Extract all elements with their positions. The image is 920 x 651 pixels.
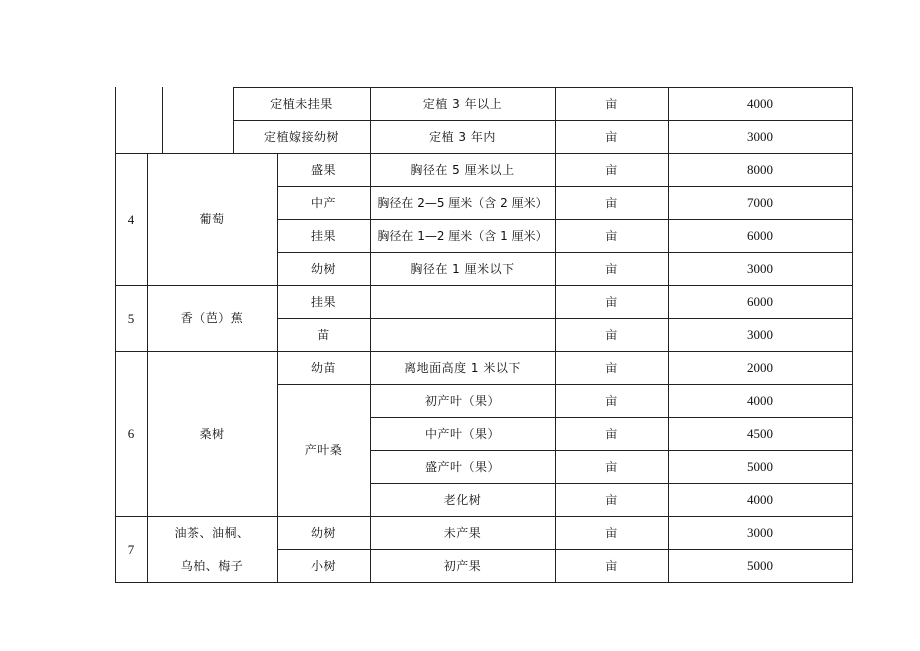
unit-cell: 亩: [605, 327, 618, 342]
condition-cell: [370, 318, 555, 351]
crop-cell: 葡萄: [199, 212, 225, 226]
unit-cell: 亩: [605, 426, 618, 441]
amount-cell: 4000: [747, 393, 773, 408]
stage-cell: 定植嫁接幼树: [263, 129, 339, 144]
condition-cell: 定植 3 年内: [429, 129, 496, 144]
unit-cell: 亩: [605, 228, 618, 243]
unit-cell: 亩: [605, 459, 618, 474]
condition-cell: 离地面高度 1 米以下: [404, 360, 521, 375]
crop-cell-line1: 油茶、油桐、: [174, 525, 250, 540]
condition-cell: 老化树: [443, 492, 482, 507]
stage-cell: 盛果: [310, 162, 336, 177]
stage-cell: 挂果: [310, 228, 336, 243]
stage-cell: 产叶桑: [304, 443, 343, 457]
condition-cell: 胸径在 1—2 厘米（含 1 厘米）: [377, 228, 548, 243]
amount-cell: 2000: [747, 360, 773, 375]
condition-cell: [370, 285, 555, 318]
condition-cell: 胸径在 1 厘米以下: [410, 261, 515, 276]
condition-cell: 中产叶（果）: [424, 426, 500, 441]
crop-cell: 桑树: [199, 426, 225, 441]
unit-cell: 亩: [605, 129, 618, 144]
index-cell: 5: [127, 310, 135, 326]
amount-cell: 6000: [747, 228, 773, 243]
stage-cell: 幼苗: [310, 360, 336, 375]
stage-cell: 挂果: [310, 294, 336, 309]
amount-cell: 3000: [747, 327, 773, 342]
amount-cell: 4000: [747, 492, 773, 507]
stage-cell: 小树: [310, 558, 336, 573]
unit-cell: 亩: [605, 96, 618, 111]
amount-cell: 4500: [747, 426, 773, 441]
unit-cell: 亩: [605, 162, 618, 177]
condition-cell: 盛产叶（果）: [424, 459, 500, 474]
condition-cell: 初产果: [443, 558, 482, 573]
stage-cell: 幼树: [310, 525, 336, 540]
condition-cell: 定植 3 年以上: [422, 96, 503, 111]
unit-cell: 亩: [605, 525, 618, 540]
amount-cell: 8000: [747, 162, 773, 177]
condition-cell: 未产果: [443, 525, 482, 540]
unit-cell: 亩: [605, 195, 618, 210]
amount-cell: 5000: [747, 558, 773, 573]
amount-cell: 3000: [747, 129, 773, 144]
amount-cell: 3000: [747, 525, 773, 540]
rule: [852, 87, 853, 583]
amount-cell: 7000: [747, 195, 773, 210]
condition-cell: 胸径在 5 厘米以上: [410, 162, 515, 177]
condition-cell: 初产叶（果）: [424, 393, 500, 408]
stage-cell: 中产: [310, 195, 336, 210]
unit-cell: 亩: [605, 294, 618, 309]
condition-cell: 胸径在 2—5 厘米（含 2 厘米）: [377, 195, 548, 210]
amount-cell: 6000: [747, 294, 773, 309]
amount-cell: 3000: [747, 261, 773, 276]
unit-cell: 亩: [605, 558, 618, 573]
rule: [162, 87, 163, 154]
stage-cell: 苗: [317, 327, 330, 342]
unit-cell: 亩: [605, 492, 618, 507]
crop-cell-line2: 乌柏、梅子: [180, 558, 244, 573]
unit-cell: 亩: [605, 360, 618, 375]
index-cell: 7: [127, 541, 135, 557]
rule: [115, 582, 852, 583]
stage-cell: 幼树: [310, 261, 336, 276]
index-cell: 6: [127, 426, 135, 441]
amount-cell: 4000: [747, 96, 773, 111]
stage-cell: 定植未挂果: [270, 96, 333, 111]
crop-cell: 香（芭）蕉: [180, 311, 244, 325]
index-cell: 4: [127, 211, 135, 227]
amount-cell: 5000: [747, 459, 773, 474]
unit-cell: 亩: [605, 261, 618, 276]
unit-cell: 亩: [605, 393, 618, 408]
